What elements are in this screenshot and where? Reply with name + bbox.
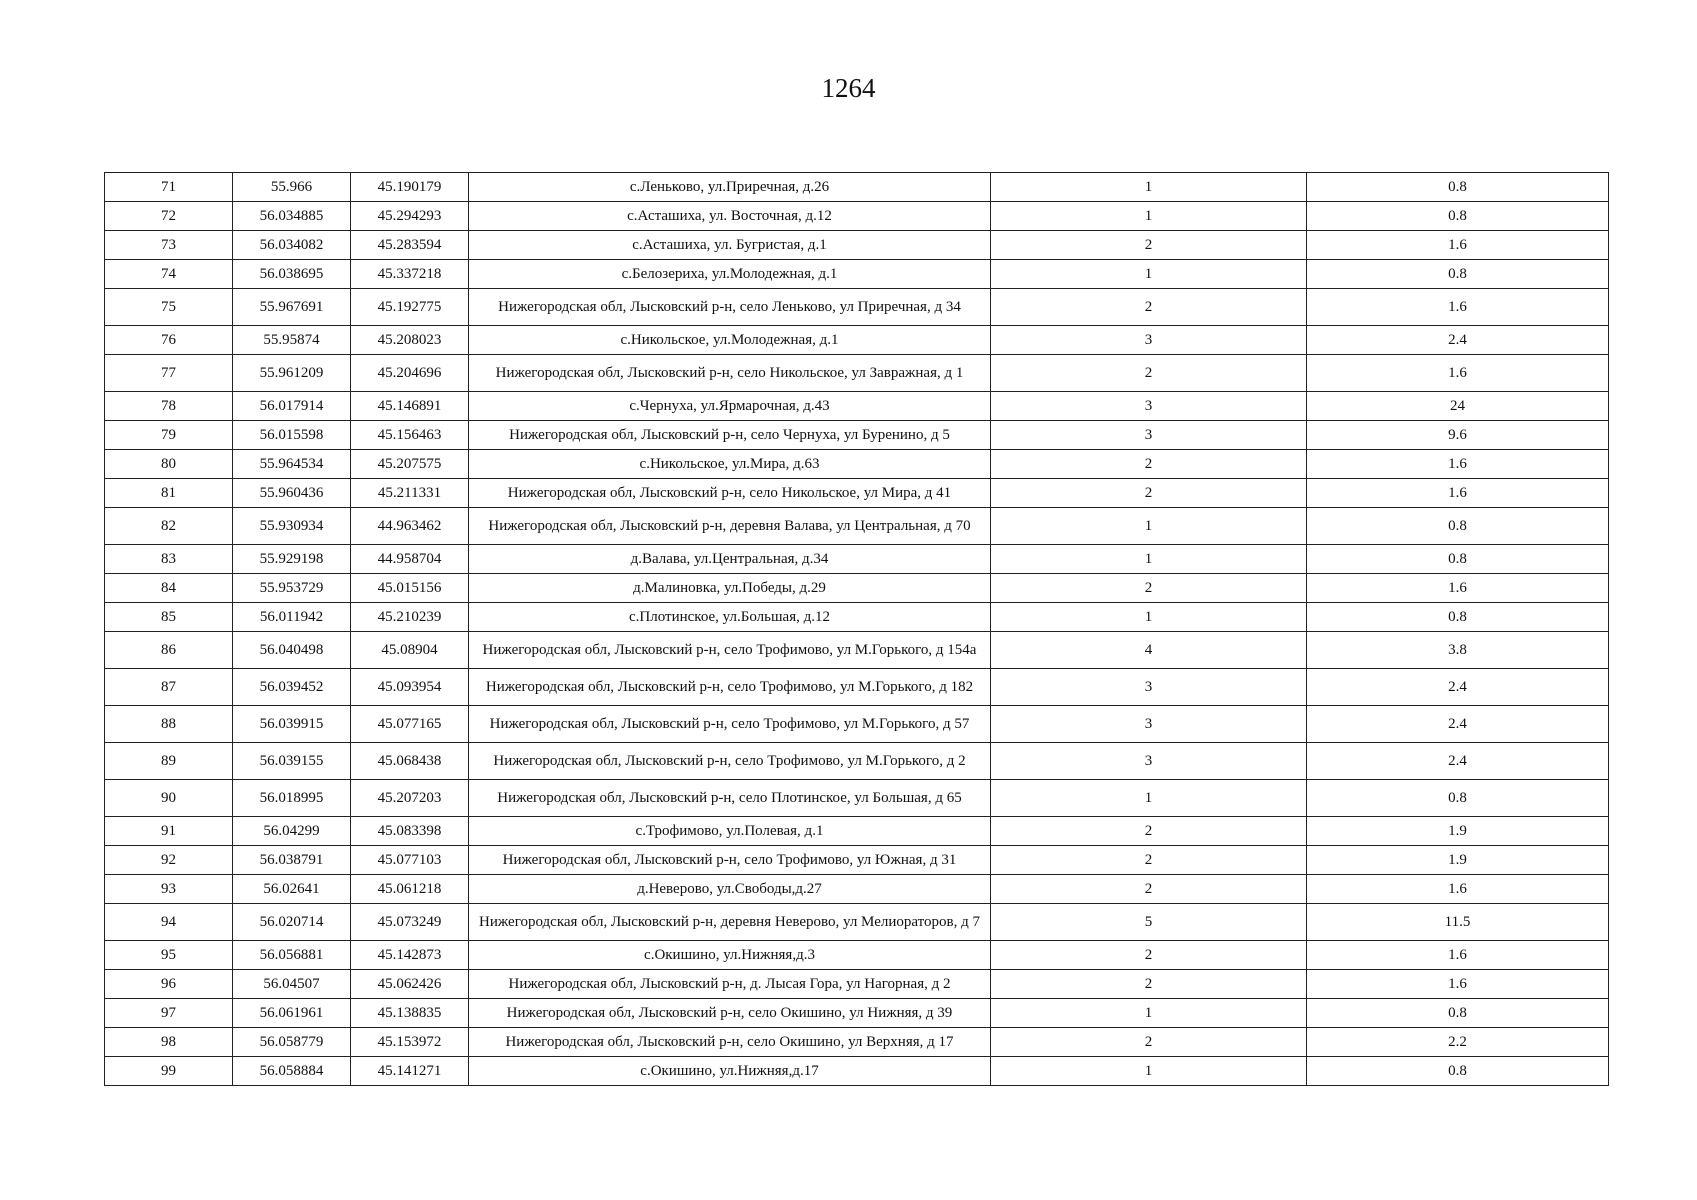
longitude-cell: 45.142873 (351, 941, 469, 970)
container-count-cell: 2 (991, 289, 1307, 326)
table-row (105, 355, 1609, 392)
volume-cell: 0.8 (1307, 173, 1609, 202)
address-cell: Нижегородская обл, Лысковский р-н, село Никольское, ул Завражная, д 1 (469, 355, 991, 392)
volume-cell: 1.9 (1307, 817, 1609, 846)
volume-cell: 1.6 (1307, 970, 1609, 999)
latitude-cell: 55.960436 (233, 479, 351, 508)
row-number-cell: 73 (105, 231, 233, 260)
volume-cell: 0.8 (1307, 999, 1609, 1028)
container-count-cell: 2 (991, 846, 1307, 875)
longitude-cell: 45.210239 (351, 603, 469, 632)
table-row (105, 1028, 1609, 1057)
table-row (105, 669, 1609, 706)
table-row (105, 817, 1609, 846)
table-row (105, 231, 1609, 260)
container-count-cell: 1 (991, 780, 1307, 817)
latitude-cell: 56.058884 (233, 1057, 351, 1086)
longitude-cell: 45.207203 (351, 780, 469, 817)
table-row (105, 450, 1609, 479)
container-count-cell: 2 (991, 355, 1307, 392)
address-cell: с.Окишино, ул.Нижняя,д.3 (469, 941, 991, 970)
volume-cell: 0.8 (1307, 508, 1609, 545)
container-count-cell: 2 (991, 1028, 1307, 1057)
address-cell: с.Трофимово, ул.Полевая, д.1 (469, 817, 991, 846)
container-count-cell: 2 (991, 817, 1307, 846)
volume-cell: 0.8 (1307, 780, 1609, 817)
table-row (105, 508, 1609, 545)
longitude-cell: 45.283594 (351, 231, 469, 260)
table-row (105, 173, 1609, 202)
address-cell: с.Чернуха, ул.Ярмарочная, д.43 (469, 392, 991, 421)
container-count-cell: 5 (991, 904, 1307, 941)
volume-cell: 1.6 (1307, 231, 1609, 260)
address-cell: д.Малиновка, ул.Победы, д.29 (469, 574, 991, 603)
latitude-cell: 56.02641 (233, 875, 351, 904)
row-number-cell: 95 (105, 941, 233, 970)
longitude-cell: 45.061218 (351, 875, 469, 904)
volume-cell: 2.4 (1307, 743, 1609, 780)
latitude-cell: 56.038695 (233, 260, 351, 289)
longitude-cell: 45.141271 (351, 1057, 469, 1086)
row-number-cell: 78 (105, 392, 233, 421)
row-number-cell: 88 (105, 706, 233, 743)
latitude-cell: 56.018995 (233, 780, 351, 817)
latitude-cell: 56.056881 (233, 941, 351, 970)
container-count-cell: 1 (991, 545, 1307, 574)
longitude-cell: 45.337218 (351, 260, 469, 289)
table-row (105, 1057, 1609, 1086)
latitude-cell: 56.034885 (233, 202, 351, 231)
volume-cell: 2.4 (1307, 706, 1609, 743)
container-count-cell: 3 (991, 743, 1307, 780)
table-row (105, 421, 1609, 450)
address-cell: Нижегородская обл, Лысковский р-н, село Трофимово, ул М.Горького, д 57 (469, 706, 991, 743)
address-cell: Нижегородская обл, Лысковский р-н, село Никольское, ул Мира, д 41 (469, 479, 991, 508)
longitude-cell: 44.963462 (351, 508, 469, 545)
table-row (105, 289, 1609, 326)
latitude-cell: 55.966 (233, 173, 351, 202)
address-cell: с.Никольское, ул.Мира, д.63 (469, 450, 991, 479)
address-cell: с.Белозериха, ул.Молодежная, д.1 (469, 260, 991, 289)
volume-cell: 0.8 (1307, 260, 1609, 289)
volume-cell: 1.6 (1307, 450, 1609, 479)
table-row (105, 392, 1609, 421)
row-number-cell: 84 (105, 574, 233, 603)
longitude-cell: 45.073249 (351, 904, 469, 941)
volume-cell: 9.6 (1307, 421, 1609, 450)
row-number-cell: 83 (105, 545, 233, 574)
address-cell: с.Асташиха, ул. Восточная, д.12 (469, 202, 991, 231)
longitude-cell: 45.015156 (351, 574, 469, 603)
latitude-cell: 56.034082 (233, 231, 351, 260)
table-row (105, 743, 1609, 780)
container-count-cell: 2 (991, 875, 1307, 904)
row-number-cell: 91 (105, 817, 233, 846)
latitude-cell: 55.95874 (233, 326, 351, 355)
volume-cell: 1.9 (1307, 846, 1609, 875)
latitude-cell: 55.953729 (233, 574, 351, 603)
page-number: 1264 (821, 73, 876, 103)
address-cell: Нижегородская обл, Лысковский р-н, село Плотинское, ул Большая, д 65 (469, 780, 991, 817)
longitude-cell: 45.093954 (351, 669, 469, 706)
table-row (105, 603, 1609, 632)
longitude-cell: 45.146891 (351, 392, 469, 421)
address-cell: Нижегородская обл, Лысковский р-н, село Окишино, ул Верхняя, д 17 (469, 1028, 991, 1057)
row-number-cell: 74 (105, 260, 233, 289)
volume-cell: 1.6 (1307, 355, 1609, 392)
table-row (105, 260, 1609, 289)
table-row (105, 999, 1609, 1028)
volume-cell: 11.5 (1307, 904, 1609, 941)
longitude-cell: 45.294293 (351, 202, 469, 231)
row-number-cell: 92 (105, 846, 233, 875)
row-number-cell: 93 (105, 875, 233, 904)
table-row (105, 574, 1609, 603)
latitude-cell: 56.011942 (233, 603, 351, 632)
longitude-cell: 45.190179 (351, 173, 469, 202)
longitude-cell: 45.208023 (351, 326, 469, 355)
latitude-cell: 56.038791 (233, 846, 351, 875)
longitude-cell: 45.138835 (351, 999, 469, 1028)
volume-cell: 1.6 (1307, 941, 1609, 970)
table-row (105, 904, 1609, 941)
row-number-cell: 77 (105, 355, 233, 392)
address-cell: д.Валава, ул.Центральная, д.34 (469, 545, 991, 574)
address-cell: Нижегородская обл, Лысковский р-н, село Трофимово, ул Южная, д 31 (469, 846, 991, 875)
address-cell: Нижегородская обл, Лысковский р-н, село Чернуха, ул Буренино, д 5 (469, 421, 991, 450)
container-count-cell: 3 (991, 669, 1307, 706)
volume-cell: 3.8 (1307, 632, 1609, 669)
sites-table (104, 172, 1609, 1086)
volume-cell: 2.4 (1307, 669, 1609, 706)
address-cell: с.Окишино, ул.Нижняя,д.17 (469, 1057, 991, 1086)
latitude-cell: 55.967691 (233, 289, 351, 326)
container-count-cell: 3 (991, 421, 1307, 450)
table-row (105, 632, 1609, 669)
latitude-cell: 56.017914 (233, 392, 351, 421)
container-count-cell: 2 (991, 970, 1307, 999)
longitude-cell: 45.077103 (351, 846, 469, 875)
longitude-cell: 45.083398 (351, 817, 469, 846)
table-row (105, 846, 1609, 875)
address-cell: с.Никольское, ул.Молодежная, д.1 (469, 326, 991, 355)
address-cell: Нижегородская обл, Лысковский р-н, деревня Валава, ул Центральная, д 70 (469, 508, 991, 545)
row-number-cell: 79 (105, 421, 233, 450)
longitude-cell: 45.068438 (351, 743, 469, 780)
volume-cell: 24 (1307, 392, 1609, 421)
row-number-cell: 71 (105, 173, 233, 202)
latitude-cell: 56.04299 (233, 817, 351, 846)
latitude-cell: 56.039155 (233, 743, 351, 780)
longitude-cell: 45.204696 (351, 355, 469, 392)
row-number-cell: 75 (105, 289, 233, 326)
row-number-cell: 72 (105, 202, 233, 231)
table-row (105, 479, 1609, 508)
latitude-cell: 56.039452 (233, 669, 351, 706)
container-count-cell: 2 (991, 231, 1307, 260)
container-count-cell: 2 (991, 450, 1307, 479)
row-number-cell: 81 (105, 479, 233, 508)
volume-cell: 0.8 (1307, 1057, 1609, 1086)
latitude-cell: 56.015598 (233, 421, 351, 450)
container-count-cell: 2 (991, 479, 1307, 508)
table-row (105, 970, 1609, 999)
row-number-cell: 96 (105, 970, 233, 999)
row-number-cell: 99 (105, 1057, 233, 1086)
latitude-cell: 55.964534 (233, 450, 351, 479)
latitude-cell: 56.058779 (233, 1028, 351, 1057)
latitude-cell: 56.040498 (233, 632, 351, 669)
longitude-cell: 45.156463 (351, 421, 469, 450)
container-count-cell: 1 (991, 603, 1307, 632)
table-row (105, 875, 1609, 904)
latitude-cell: 56.061961 (233, 999, 351, 1028)
longitude-cell: 45.211331 (351, 479, 469, 508)
address-cell: Нижегородская обл, Лысковский р-н, деревня Неверово, ул Мелиораторов, д 7 (469, 904, 991, 941)
longitude-cell: 45.192775 (351, 289, 469, 326)
address-cell: с.Леньково, ул.Приречная, д.26 (469, 173, 991, 202)
container-count-cell: 1 (991, 999, 1307, 1028)
container-count-cell: 1 (991, 173, 1307, 202)
row-number-cell: 86 (105, 632, 233, 669)
table-row (105, 780, 1609, 817)
table-row (105, 545, 1609, 574)
container-count-cell: 2 (991, 574, 1307, 603)
longitude-cell: 44.958704 (351, 545, 469, 574)
latitude-cell: 56.039915 (233, 706, 351, 743)
volume-cell: 1.6 (1307, 875, 1609, 904)
table-body (105, 173, 1609, 1086)
container-count-cell: 1 (991, 508, 1307, 545)
container-count-cell: 1 (991, 1057, 1307, 1086)
table-row (105, 706, 1609, 743)
volume-cell: 1.6 (1307, 479, 1609, 508)
container-count-cell: 1 (991, 202, 1307, 231)
container-count-cell: 3 (991, 706, 1307, 743)
latitude-cell: 55.929198 (233, 545, 351, 574)
latitude-cell: 55.961209 (233, 355, 351, 392)
row-number-cell: 98 (105, 1028, 233, 1057)
volume-cell: 2.4 (1307, 326, 1609, 355)
longitude-cell: 45.08904 (351, 632, 469, 669)
latitude-cell: 56.04507 (233, 970, 351, 999)
row-number-cell: 87 (105, 669, 233, 706)
longitude-cell: 45.077165 (351, 706, 469, 743)
container-count-cell: 3 (991, 392, 1307, 421)
volume-cell: 0.8 (1307, 545, 1609, 574)
longitude-cell: 45.207575 (351, 450, 469, 479)
row-number-cell: 80 (105, 450, 233, 479)
row-number-cell: 76 (105, 326, 233, 355)
address-cell: д.Неверово, ул.Свободы,д.27 (469, 875, 991, 904)
row-number-cell: 94 (105, 904, 233, 941)
longitude-cell: 45.153972 (351, 1028, 469, 1057)
volume-cell: 1.6 (1307, 289, 1609, 326)
row-number-cell: 90 (105, 780, 233, 817)
table-row (105, 202, 1609, 231)
container-count-cell: 4 (991, 632, 1307, 669)
longitude-cell: 45.062426 (351, 970, 469, 999)
row-number-cell: 89 (105, 743, 233, 780)
address-cell: Нижегородская обл, Лысковский р-н, село Трофимово, ул М.Горького, д 2 (469, 743, 991, 780)
address-cell: с.Плотинское, ул.Большая, д.12 (469, 603, 991, 632)
volume-cell: 1.6 (1307, 574, 1609, 603)
latitude-cell: 56.020714 (233, 904, 351, 941)
row-number-cell: 85 (105, 603, 233, 632)
address-cell: Нижегородская обл, Лысковский р-н, д. Лысая Гора, ул Нагорная, д 2 (469, 970, 991, 999)
container-count-cell: 3 (991, 326, 1307, 355)
row-number-cell: 82 (105, 508, 233, 545)
volume-cell: 0.8 (1307, 603, 1609, 632)
container-count-cell: 2 (991, 941, 1307, 970)
address-cell: с.Асташиха, ул. Бугристая, д.1 (469, 231, 991, 260)
address-cell: Нижегородская обл, Лысковский р-н, село Трофимово, ул М.Горького, д 182 (469, 669, 991, 706)
volume-cell: 2.2 (1307, 1028, 1609, 1057)
row-number-cell: 97 (105, 999, 233, 1028)
latitude-cell: 55.930934 (233, 508, 351, 545)
table-row (105, 326, 1609, 355)
table-row (105, 941, 1609, 970)
address-cell: Нижегородская обл, Лысковский р-н, село Леньково, ул Приречная, д 34 (469, 289, 991, 326)
volume-cell: 0.8 (1307, 202, 1609, 231)
container-count-cell: 1 (991, 260, 1307, 289)
address-cell: Нижегородская обл, Лысковский р-н, село Окишино, ул Нижняя, д 39 (469, 999, 991, 1028)
address-cell: Нижегородская обл, Лысковский р-н, село Трофимово, ул М.Горького, д 154а (469, 632, 991, 669)
